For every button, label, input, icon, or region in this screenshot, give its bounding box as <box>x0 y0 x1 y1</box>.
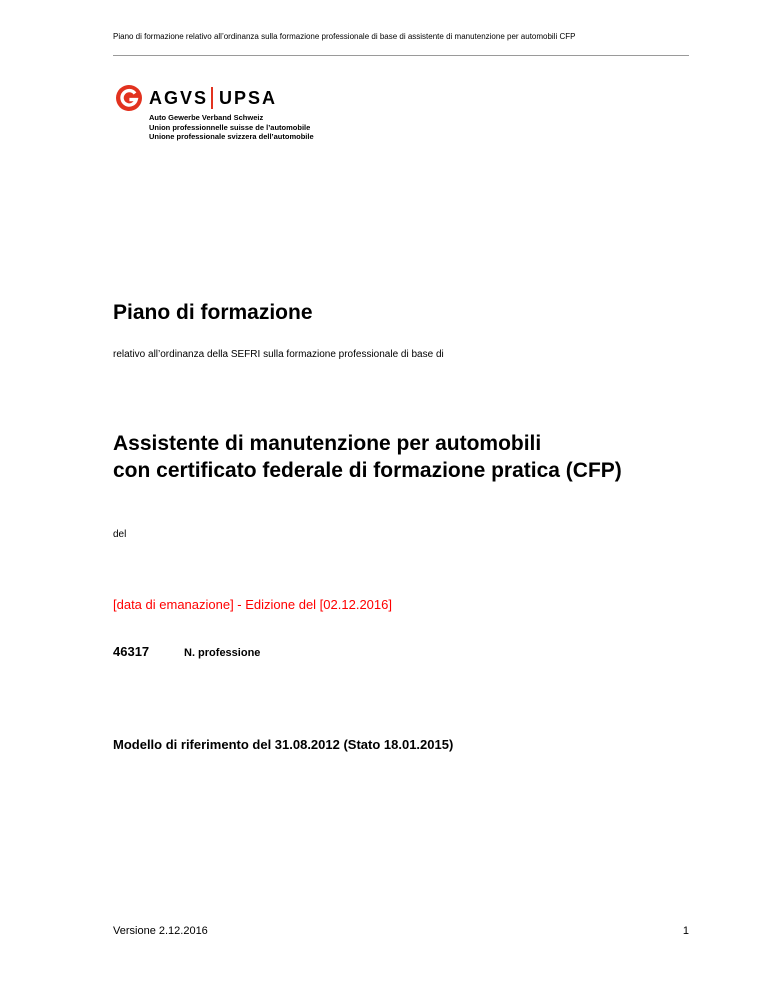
footer-version: Versione 2.12.2016 <box>113 925 208 937</box>
header-divider <box>113 55 689 56</box>
logo-line-italian: Unione professionale svizzera dell’automobile <box>149 132 314 141</box>
date-label: del <box>113 529 127 540</box>
edition-date: [data di emanazione] - Edizione del [02.12.2016] <box>113 597 392 612</box>
logo-name-upsa: UPSA <box>219 88 278 108</box>
agvs-logo-icon <box>116 85 142 111</box>
profession-number-label: N. professione <box>184 647 261 659</box>
profession-title <box>113 430 622 484</box>
profession-title-line-2: con certificato federale di formazione pratica (CFP) <box>113 459 622 482</box>
running-header: Piano di formazione relativo all’ordinanza sulla formazione professionale di base di assistente di manutenzione per automobili CFP <box>113 32 576 41</box>
document-intro: relativo all’ordinanza della SEFRI sulla formazione professionale di base di <box>113 349 444 360</box>
profession-number: 46317 <box>113 644 150 659</box>
reference-model: Modello di riferimento del 31.08.2012 (Stato 18.01.2015) <box>113 737 454 752</box>
logo-separator <box>211 87 213 109</box>
page-number: 1 <box>682 925 689 937</box>
logo-line-french: Union professionnelle suisse de l’automobile <box>149 123 311 132</box>
logo-line-german: Auto Gewerbe Verband Schweiz <box>149 113 264 122</box>
logo-wordmark <box>149 87 277 109</box>
logo-name-agvs: AGVS <box>149 88 209 108</box>
agvs-upsa-logo <box>116 83 356 145</box>
profession-title-line-1: Assistente di manutenzione per automobili <box>113 432 542 455</box>
document-title: Piano di formazione <box>113 301 313 324</box>
